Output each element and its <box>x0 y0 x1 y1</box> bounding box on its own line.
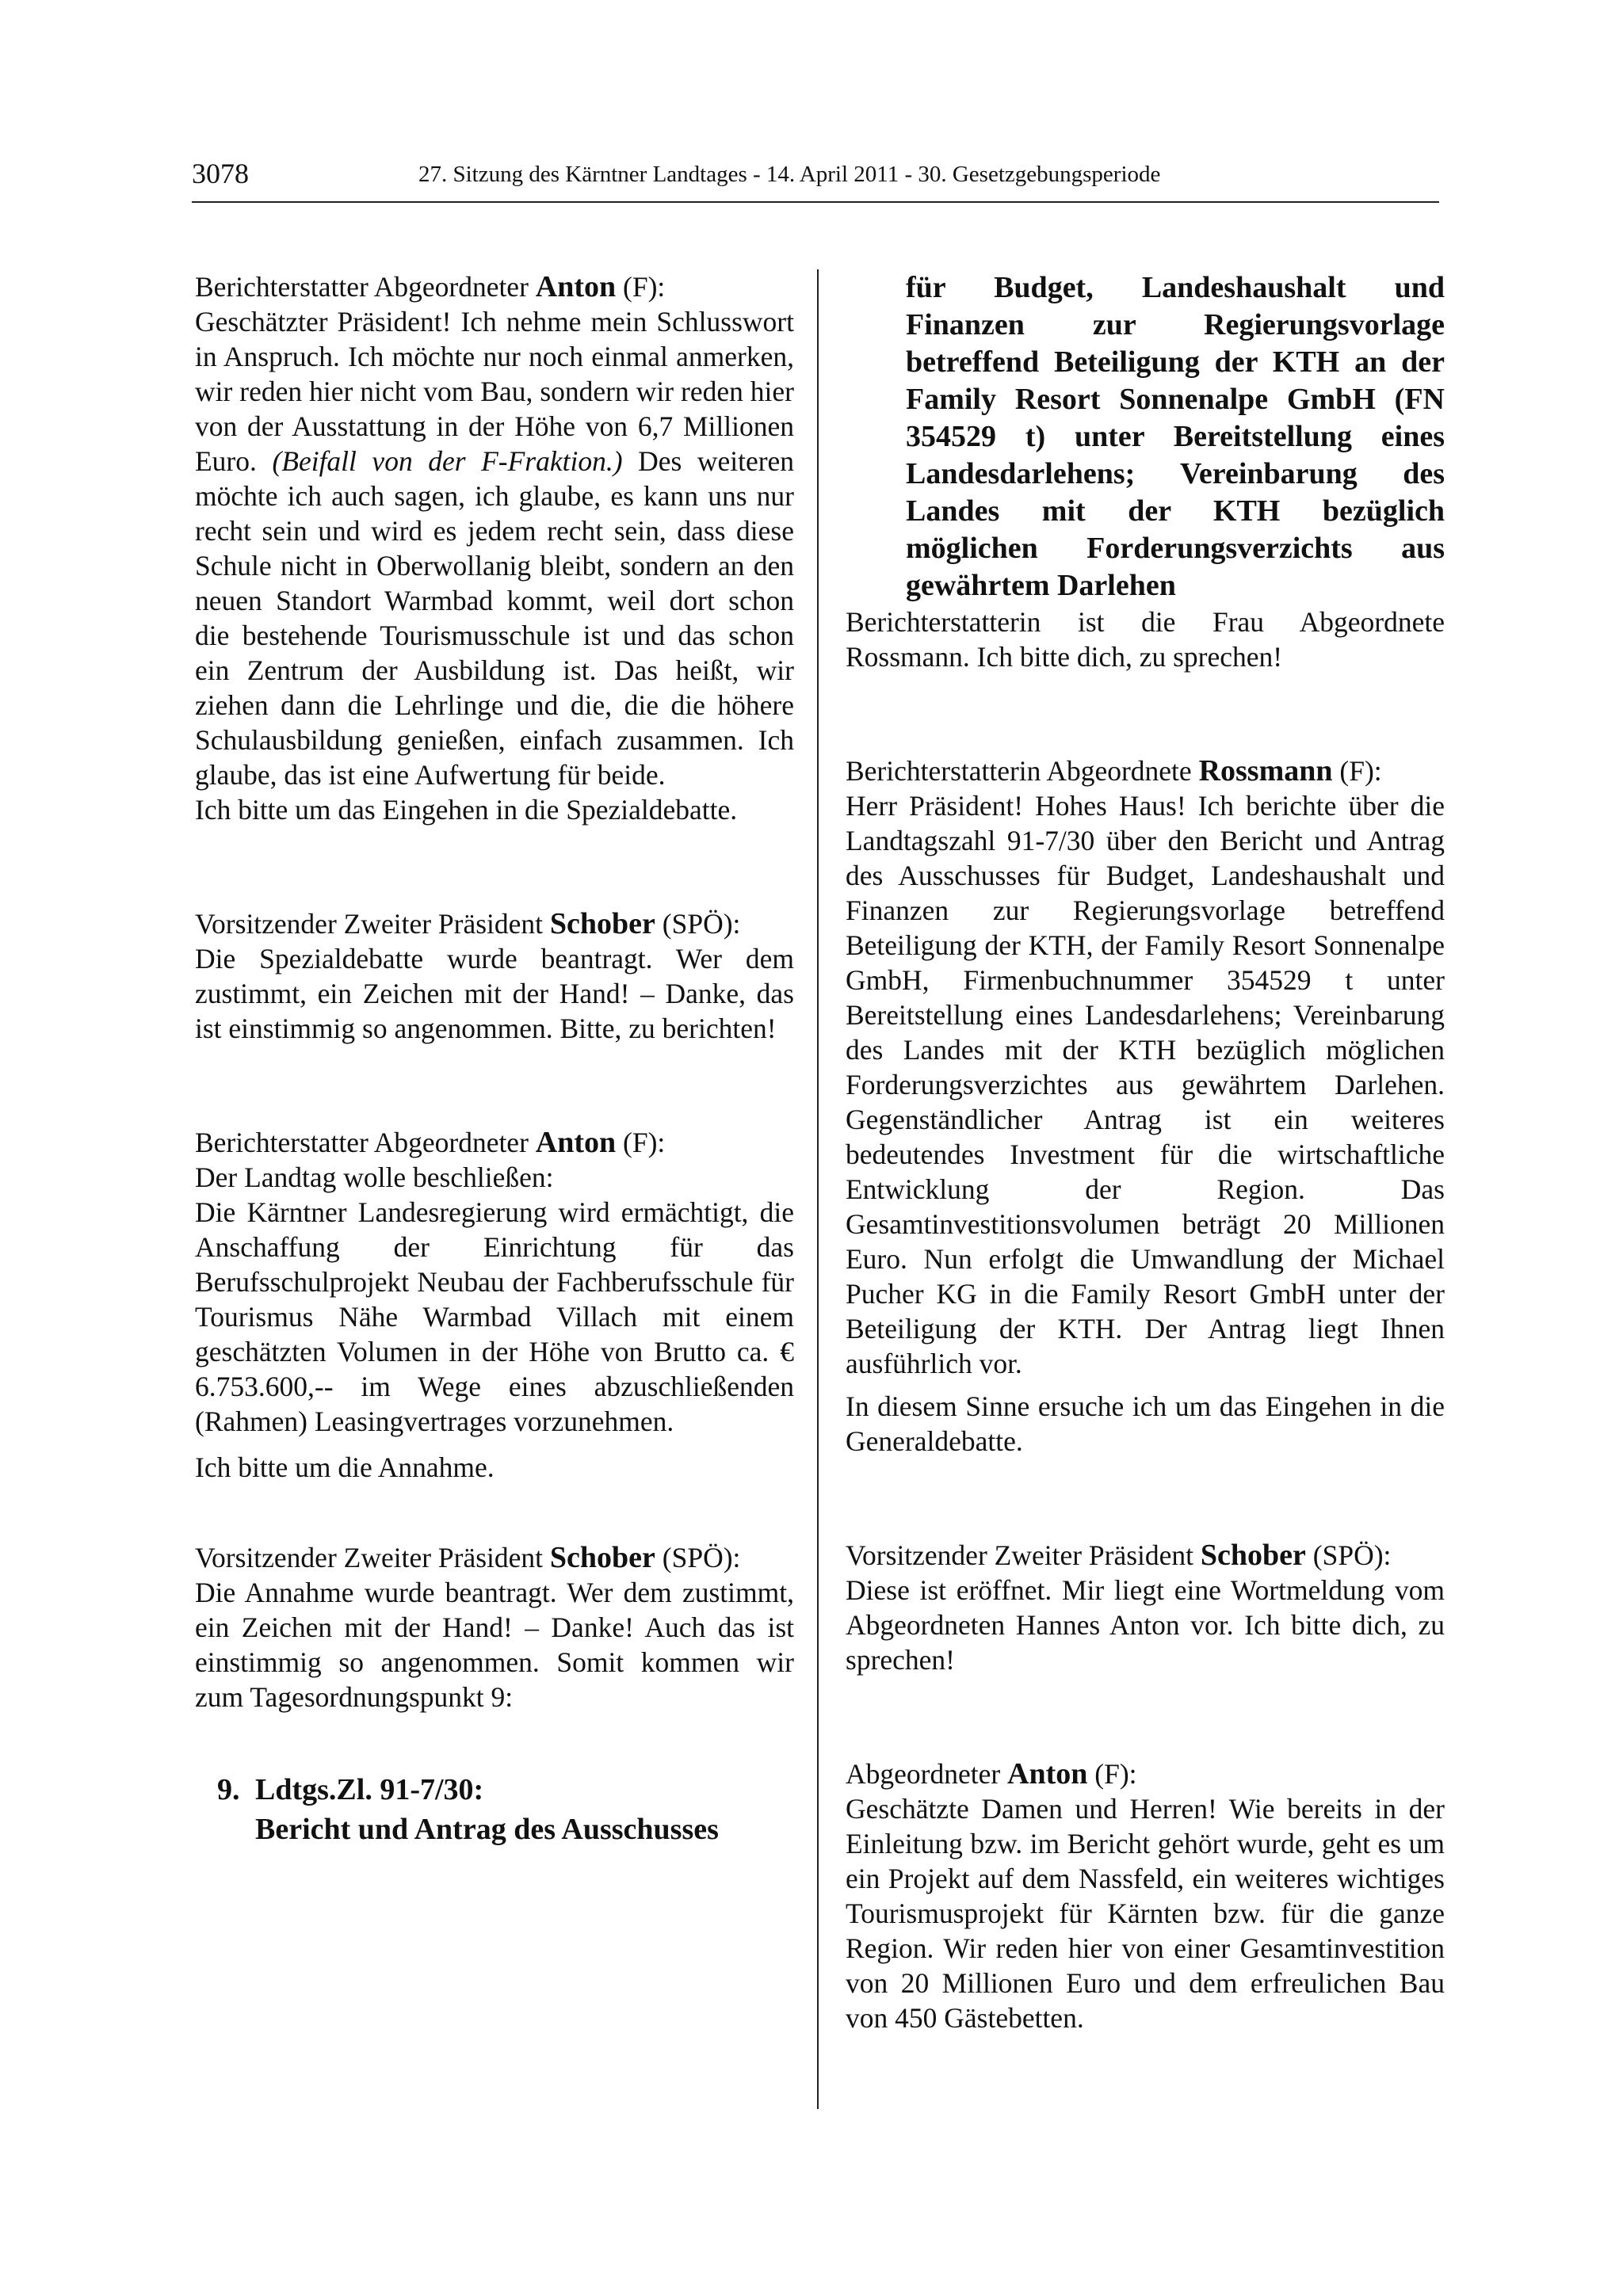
speaker-line: Vorsitzender Zweiter Präsident Schober (SPÖ): <box>846 1539 1392 1572</box>
speaker-name: Anton <box>1007 1757 1088 1791</box>
speech-paragraph: Geschätzte Damen und Herren! Wie bereits in der Einleitung bzw. im Bericht gehört wurde, geht es um ein Projekt auf dem Nassfeld, ein weiteres wichtiges Tourismusprojekt für Kärnten bzw. für die ganze Region. Wir reden hier von einer Gesamtinvestition von 20 Millionen Euro und dem erfreulichen Bau von 450 Gästebetten. <box>846 1793 1445 2034</box>
speaker-line: Vorsitzender Zweiter Präsident Schober (SPÖ): <box>195 1541 741 1574</box>
speech-paragraph: Ich bitte um die Annahme. <box>195 1451 495 1483</box>
page-number: 3078 <box>192 158 249 189</box>
speech-paragraph: Diese ist eröffnet. Mir liegt eine Wortmeldung vom Abgeordneten Hannes Anton vor. Ich bitte dich, zu sprechen! <box>846 1574 1445 1676</box>
interjection: (Beifall von der F-Fraktion.) <box>272 445 623 477</box>
speech-paragraph: Die Kärntner Landesregierung wird ermächtigt, die Anschaffung der Einrichtung für das Berufsschulprojekt Neubau der Fachberufsschule für Tourismus Nähe Warmbad Villach mit einem geschätzten Volumen in der Höhe von Brutto ca. € 6.753.600,-- im Wege eines abzuschließenden (Rahmen) Leasingvertrages vorzunehmen. <box>195 1196 794 1437</box>
left-column <box>195 269 794 1849</box>
speaker-name: Anton <box>535 1126 617 1159</box>
speaker-name: Anton <box>535 270 617 303</box>
speech-paragraph: Die Spezialdebatte wurde beantragt. Wer dem zustimmt, ein Zeichen mit der Hand! – Danke, das ist einstimmig so angenommen. Bitte, zu berichten! <box>195 943 794 1044</box>
speech-paragraph: Der Landtag wolle beschließen: <box>195 1161 554 1193</box>
page-header <box>192 155 1439 203</box>
speaker-name: Schober <box>549 907 655 940</box>
speech-paragraph: Geschätzter Präsident! Ich nehme mein Schlusswort in Anspruch. Ich möchte nur noch einmal anmerken, wir reden hier nicht vom Bau, sondern wir reden hier von der Ausstattung in der Höhe von 6,7 Millionen Euro. (Beifall von der F-Fraktion.) Des weiteren möchte ich auch sagen, ich glaube, es kann uns nur recht sein und wird es jedem recht sein, dass diese Schule nicht in Oberwollanig bleibt, sondern an den neuen Standort Warmbad kommt, weil dort schon die bestehende Tourismusschule ist und das schon ein Zentrum der Ausbildung ist. Das heißt, wir ziehen dann die Lehrlinge und die, die die höhere Schulausbildung genießen, einfach zusammen. Ich glaube, das ist eine Aufwertung für beide. <box>195 306 795 791</box>
speaker-line: Vorsitzender Zweiter Präsident Schober (SPÖ): <box>195 907 741 940</box>
agenda-title: Bericht und Antrag des Ausschusses <box>255 1813 719 1846</box>
agenda-title-continued: für Budget, Landeshaushalt und Finanzen zur Regierungsvorlage betreffend Beteiligung der KTH an der Family Resort Sonnenalpe GmbH (FN 354529 t) unter Bereitstellung eines Landesdarlehens; Vereinbarung des Landes mit der KTH bezüglich möglichen Forderungsverzichts aus gewährtem Darlehen <box>906 271 1445 602</box>
speaker-name: Schober <box>549 1541 655 1574</box>
agenda-reference: Ldtgs.Zl. 91-7/30: <box>255 1773 484 1806</box>
speaker-line: Berichterstatter Abgeordneter Anton (F): <box>195 270 666 303</box>
agenda-item-heading <box>195 1770 794 1849</box>
agenda-number: 9. <box>217 1773 240 1806</box>
header-title: 27. Sitzung des Kärntner Landtages - 14. April 2011 - 30. Gesetzgebungsperiode <box>418 162 1161 187</box>
speaker-name: Schober <box>1200 1539 1306 1572</box>
speaker-name: Rossmann <box>1198 754 1333 788</box>
speech-paragraph: Berichterstatterin ist die Frau Abgeordnete Rossmann. Ich bitte dich, zu sprechen! <box>846 606 1445 673</box>
speech-paragraph: In diesem Sinne ersuche ich um das Eingehen in die Generaldebatte. <box>846 1390 1445 1457</box>
speech-paragraph: Herr Präsident! Hohes Haus! Ich berichte über die Landtagszahl 91-7/30 über den Bericht und Antrag des Ausschusses für Budget, Landeshaushalt und Finanzen zur Regierungsvorlage betreffend Beteiligung der KTH, der Family Resort Sonnenalpe GmbH, Firmenbuchnummer 354529 t unter Bereitstellung eines Landesdarlehens; Vereinbarung des Landes mit der KTH bezüglich möglichen Forderungsverzichtes aus gewährtem Darlehen. Gegenständlicher Antrag ist ein weiteres bedeutendes Investment für die wirtschaftliche Entwicklung der Region. Das Gesamtinvestitionsvolumen beträgt 20 Millionen Euro. Nun erfolgt die Umwandlung der Michael Pucher KG in die Family Resort GmbH unter der Beteiligung der KTH. Der Antrag liegt Ihnen ausführlich vor. <box>846 790 1445 1379</box>
right-column <box>846 269 1445 2035</box>
speech-paragraph: Die Annahme wurde beantragt. Wer dem zustimmt, ein Zeichen mit der Hand! – Danke! Auch das ist einstimmig so angenommen. Somit kommen wir zum Tagesordnungspunkt 9: <box>195 1577 794 1713</box>
column-divider <box>817 269 819 2109</box>
speaker-line: Abgeordneter Anton (F): <box>846 1757 1137 1791</box>
speaker-line: Berichterstatter Abgeordneter Anton (F): <box>195 1126 666 1159</box>
speaker-line: Berichterstatterin Abgeordnete Rossmann (F): <box>846 754 1382 788</box>
speech-paragraph: Ich bitte um das Eingehen in die Spezialdebatte. <box>195 794 738 826</box>
